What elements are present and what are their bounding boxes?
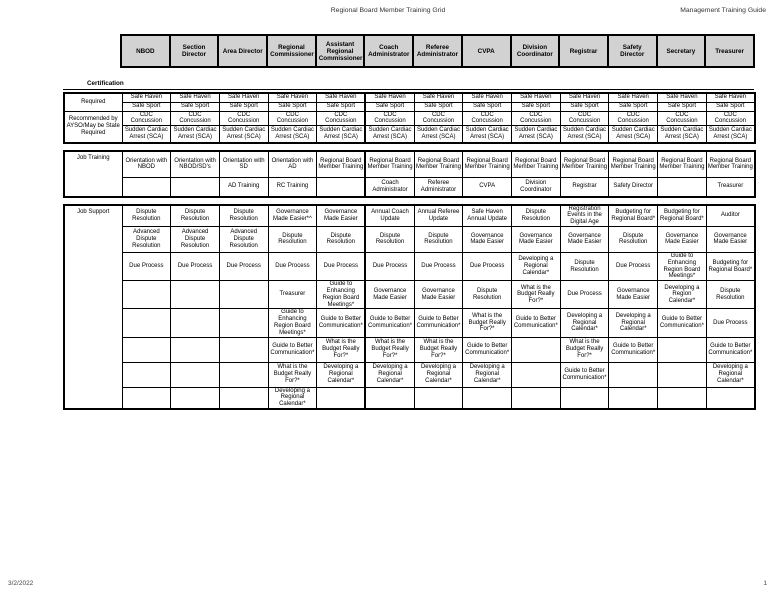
grid-cell: Orientation with SD bbox=[219, 151, 268, 178]
grid-cell: Governance Made Easier*^ bbox=[268, 205, 317, 227]
grid-cell: Safe Haven Annual Update bbox=[463, 205, 512, 227]
grid-cell: CDC Concussion bbox=[122, 111, 171, 126]
grid-cell: Dispute Resolution bbox=[560, 252, 609, 280]
job-support-table bbox=[63, 204, 756, 410]
grid-cell: Developing a Regional Calendar* bbox=[414, 362, 463, 387]
grid-cell: Advanced Dispute Resolution bbox=[171, 226, 220, 252]
grid-cell: Annual Referee Update bbox=[414, 205, 463, 227]
grid-cell: Governance Made Easier bbox=[463, 226, 512, 252]
grid-cell: What is the Budget Really For?* bbox=[512, 281, 561, 309]
grid-cell: Safe Haven bbox=[512, 93, 561, 102]
document-title: Regional Board Member Training Grid bbox=[330, 7, 446, 14]
grid-cell bbox=[658, 362, 707, 387]
grid-cell: Dispute Resolution bbox=[268, 226, 317, 252]
grid-cell bbox=[658, 337, 707, 362]
grid-cell: Due Process bbox=[365, 252, 414, 280]
grid-cell bbox=[171, 387, 220, 409]
grid-cell bbox=[122, 337, 171, 362]
grid-cell: Advanced Dispute Resolution bbox=[219, 226, 268, 252]
grid-cell: Due Process bbox=[171, 252, 220, 280]
grid-cell: Regional Board Member Training bbox=[512, 151, 561, 178]
grid-cell: Sudden Cardiac Arrest (SCA) bbox=[658, 126, 707, 143]
grid-cell: Due Process bbox=[268, 252, 317, 280]
grid-cell: Developing a Regional Calendar* bbox=[512, 252, 561, 280]
column-header: Treasurer bbox=[705, 35, 754, 67]
grid-cell: Sudden Cardiac Arrest (SCA) bbox=[171, 126, 220, 143]
grid-cell: Safe Sport bbox=[268, 102, 317, 111]
grid-cell: Guide to Enhancing Region Board Meetings* bbox=[268, 309, 317, 337]
grid-cell: Safe Sport bbox=[317, 102, 366, 111]
grid-cell: CDC Concussion bbox=[268, 111, 317, 126]
grid-cell: Due Process bbox=[463, 252, 512, 280]
grid-cell: Governance Made Easier bbox=[317, 205, 366, 227]
grid-cell: Sudden Cardiac Arrest (SCA) bbox=[365, 126, 414, 143]
grid-cell: Guide to Better Communication* bbox=[609, 337, 658, 362]
certification-table bbox=[63, 92, 756, 144]
grid-cell: Due Process bbox=[317, 252, 366, 280]
grid-cell: Sudden Cardiac Arrest (SCA) bbox=[122, 126, 171, 143]
training-grid bbox=[63, 34, 754, 410]
grid-cell: Safe Sport bbox=[414, 102, 463, 111]
grid-cell bbox=[219, 309, 268, 337]
grid-cell: Sudden Cardiac Arrest (SCA) bbox=[219, 126, 268, 143]
grid-cell bbox=[609, 387, 658, 409]
column-header: Coach Administrator bbox=[364, 35, 413, 67]
footer-page-number: 1 bbox=[763, 580, 767, 587]
column-header-row bbox=[63, 34, 755, 68]
grid-cell: Guide to Better Communication* bbox=[463, 337, 512, 362]
grid-cell bbox=[122, 309, 171, 337]
grid-cell: What is the Budget Really For?* bbox=[365, 337, 414, 362]
grid-cell: Safe Haven bbox=[268, 93, 317, 102]
grid-cell: Safe Haven bbox=[560, 93, 609, 102]
grid-cell: Regional Board Member Training bbox=[414, 151, 463, 178]
grid-cell: Regional Board Member Training bbox=[365, 151, 414, 178]
grid-cell: Safe Haven bbox=[171, 93, 220, 102]
grid-cell: Safe Sport bbox=[122, 102, 171, 111]
grid-cell: CDC Concussion bbox=[706, 111, 755, 126]
grid-cell: Safe Haven bbox=[365, 93, 414, 102]
grid-cell: Sudden Cardiac Arrest (SCA) bbox=[706, 126, 755, 143]
grid-cell: CDC Concussion bbox=[609, 111, 658, 126]
grid-cell: Safe Sport bbox=[560, 102, 609, 111]
column-header: Area Director bbox=[218, 35, 267, 67]
grid-cell: What is the Budget Really For?* bbox=[463, 309, 512, 337]
grid-cell: CDC Concussion bbox=[219, 111, 268, 126]
grid-cell: Safe Sport bbox=[706, 102, 755, 111]
grid-cell bbox=[219, 281, 268, 309]
grid-cell: Budgeting for Regional Board* bbox=[706, 252, 755, 280]
grid-cell: Dispute Resolution bbox=[219, 205, 268, 227]
row-group-label: Required bbox=[64, 93, 122, 111]
grid-cell bbox=[706, 387, 755, 409]
grid-cell: Orientation with NBOD/SD's bbox=[171, 151, 220, 178]
grid-cell: Governance Made Easier bbox=[706, 226, 755, 252]
grid-cell bbox=[171, 309, 220, 337]
row-group-label: Recommended by AYSO/May be State Required bbox=[64, 111, 122, 143]
row-group-label: Job Support bbox=[64, 205, 122, 409]
grid-cell: Safe Sport bbox=[609, 102, 658, 111]
grid-cell bbox=[171, 178, 220, 197]
grid-cell: AD Training bbox=[219, 178, 268, 197]
grid-cell bbox=[219, 387, 268, 409]
grid-cell: Dispute Resolution bbox=[414, 226, 463, 252]
grid-cell: Regional Board Member Training bbox=[317, 151, 366, 178]
grid-cell: Developing a Regional Calendar* bbox=[560, 309, 609, 337]
grid-cell: Developing a Regional Calendar* bbox=[317, 362, 366, 387]
grid-cell: Due Process bbox=[219, 252, 268, 280]
grid-cell: Developing a Regional Calendar* bbox=[365, 362, 414, 387]
grid-cell: Safe Haven bbox=[463, 93, 512, 102]
grid-cell: Auditor bbox=[706, 205, 755, 227]
grid-cell bbox=[658, 178, 707, 197]
job-training-table bbox=[63, 150, 756, 198]
grid-cell: Developing a Regional Calendar* bbox=[463, 362, 512, 387]
grid-cell: Governance Made Easier bbox=[512, 226, 561, 252]
grid-cell: Advanced Dispute Resolution bbox=[122, 226, 171, 252]
grid-cell: Budgeting for Regional Board* bbox=[609, 205, 658, 227]
grid-cell: CDC Concussion bbox=[365, 111, 414, 126]
column-header: Secretary bbox=[657, 35, 706, 67]
grid-cell: Orientation with NBOD bbox=[122, 151, 171, 178]
grid-cell: Guide to Better Communication* bbox=[317, 309, 366, 337]
column-header: Section Director bbox=[170, 35, 219, 67]
grid-cell bbox=[512, 362, 561, 387]
grid-cell: Dispute Resolution bbox=[463, 281, 512, 309]
grid-cell: Annual Coach Update bbox=[365, 205, 414, 227]
grid-cell: RC Training bbox=[268, 178, 317, 197]
grid-cell: Treasurer bbox=[706, 178, 755, 197]
grid-cell: Dispute Resolution bbox=[609, 226, 658, 252]
grid-cell: Dispute Resolution bbox=[122, 205, 171, 227]
grid-cell: Sudden Cardiac Arrest (SCA) bbox=[317, 126, 366, 143]
grid-cell: Dispute Resolution bbox=[317, 226, 366, 252]
grid-cell bbox=[658, 387, 707, 409]
grid-cell: Due Process bbox=[609, 252, 658, 280]
grid-cell bbox=[171, 362, 220, 387]
grid-cell bbox=[219, 337, 268, 362]
grid-cell: Guide to Better Communication* bbox=[414, 309, 463, 337]
grid-cell: Regional Board Member Training bbox=[463, 151, 512, 178]
column-header: Referee Administrator bbox=[413, 35, 462, 67]
grid-cell bbox=[365, 387, 414, 409]
grid-cell: Due Process bbox=[560, 281, 609, 309]
grid-cell: Guide to Better Communication* bbox=[706, 337, 755, 362]
grid-cell: Sudden Cardiac Arrest (SCA) bbox=[512, 126, 561, 143]
column-header: Division Coordinator bbox=[511, 35, 560, 67]
grid-cell: CVPA bbox=[463, 178, 512, 197]
grid-cell: Guide to Better Communication* bbox=[268, 337, 317, 362]
grid-cell: Sudden Cardiac Arrest (SCA) bbox=[560, 126, 609, 143]
grid-cell: CDC Concussion bbox=[512, 111, 561, 126]
grid-cell: Safe Haven bbox=[122, 93, 171, 102]
grid-cell: Registrar bbox=[560, 178, 609, 197]
grid-cell bbox=[512, 387, 561, 409]
grid-cell: Referee Administrator bbox=[414, 178, 463, 197]
grid-cell bbox=[219, 362, 268, 387]
grid-cell: Sudden Cardiac Arrest (SCA) bbox=[463, 126, 512, 143]
grid-cell: Governance Made Easier bbox=[560, 226, 609, 252]
grid-cell: Sudden Cardiac Arrest (SCA) bbox=[609, 126, 658, 143]
grid-cell: Guide to Enhancing Region Board Meetings* bbox=[317, 281, 366, 309]
grid-cell bbox=[122, 362, 171, 387]
grid-cell bbox=[512, 337, 561, 362]
grid-cell bbox=[317, 178, 366, 197]
grid-cell: Safety Director bbox=[609, 178, 658, 197]
grid-cell: Sudden Cardiac Arrest (SCA) bbox=[414, 126, 463, 143]
grid-cell: Dispute Resolution bbox=[365, 226, 414, 252]
grid-cell bbox=[122, 281, 171, 309]
grid-cell bbox=[609, 362, 658, 387]
header-spacer bbox=[63, 35, 121, 67]
grid-cell: Developing a Regional Calendar* bbox=[706, 362, 755, 387]
grid-cell: What is the Budget Really For?* bbox=[560, 337, 609, 362]
grid-cell: CDC Concussion bbox=[171, 111, 220, 126]
grid-cell: Governance Made Easier bbox=[365, 281, 414, 309]
grid-cell: Safe Sport bbox=[219, 102, 268, 111]
grid-cell bbox=[414, 387, 463, 409]
grid-cell: Dispute Resolution bbox=[706, 281, 755, 309]
grid-cell: Treasurer bbox=[268, 281, 317, 309]
grid-cell bbox=[317, 387, 366, 409]
grid-cell: CDC Concussion bbox=[317, 111, 366, 126]
grid-cell: Guide to Better Communication* bbox=[512, 309, 561, 337]
grid-cell: CDC Concussion bbox=[414, 111, 463, 126]
grid-cell: Safe Haven bbox=[609, 93, 658, 102]
grid-cell bbox=[463, 387, 512, 409]
grid-cell: Guide to Enhancing Region Board Meetings* bbox=[658, 252, 707, 280]
grid-cell: Guide to Better Communication* bbox=[560, 362, 609, 387]
grid-cell bbox=[171, 281, 220, 309]
column-header: Assistant Regional Commissioner bbox=[316, 35, 365, 67]
certification-section-title: Certification bbox=[63, 80, 754, 90]
grid-cell: Division Coordinator bbox=[512, 178, 561, 197]
grid-cell bbox=[122, 178, 171, 197]
grid-cell: Safe Sport bbox=[658, 102, 707, 111]
grid-cell: What is the Budget Really For?* bbox=[414, 337, 463, 362]
grid-cell: CDC Concussion bbox=[658, 111, 707, 126]
grid-cell: Safe Haven bbox=[317, 93, 366, 102]
grid-cell bbox=[560, 387, 609, 409]
grid-cell: Registration Events in the Digital Age bbox=[560, 205, 609, 227]
grid-cell: Developing a Region Calendar* bbox=[658, 281, 707, 309]
grid-cell: Safe Haven bbox=[414, 93, 463, 102]
grid-cell: Safe Sport bbox=[171, 102, 220, 111]
grid-cell: Dispute Resolution bbox=[512, 205, 561, 227]
grid-cell: Regional Board Member Training bbox=[560, 151, 609, 178]
grid-cell bbox=[171, 337, 220, 362]
grid-cell: Due Process bbox=[122, 252, 171, 280]
grid-cell: Regional Board Member Training bbox=[658, 151, 707, 178]
column-header: Regional Commissioner bbox=[267, 35, 316, 67]
grid-cell: Regional Board Member Training bbox=[609, 151, 658, 178]
grid-cell: Regional Board Member Training bbox=[706, 151, 755, 178]
grid-cell: Dispute Resolution bbox=[171, 205, 220, 227]
grid-cell: Budgeting for Regional Board* bbox=[658, 205, 707, 227]
document-subtitle: Management Training Guide bbox=[680, 7, 766, 14]
grid-cell: What is the Budget Really For?* bbox=[268, 362, 317, 387]
grid-cell: Coach Administrator bbox=[365, 178, 414, 197]
grid-cell: CDC Concussion bbox=[463, 111, 512, 126]
grid-cell: Governance Made Easier bbox=[658, 226, 707, 252]
column-header: Safety Director bbox=[608, 35, 657, 67]
grid-cell: Safe Sport bbox=[365, 102, 414, 111]
grid-cell: Due Process bbox=[414, 252, 463, 280]
column-header: NBOD bbox=[121, 35, 170, 67]
grid-cell: CDC Concussion bbox=[560, 111, 609, 126]
grid-cell: Developing a Regional Calendar* bbox=[268, 387, 317, 409]
grid-cell: Developing a Regional Calendar* bbox=[609, 309, 658, 337]
grid-cell: What is the Budget Really For?* bbox=[317, 337, 366, 362]
grid-cell: Safe Haven bbox=[219, 93, 268, 102]
grid-cell: Orientation with AD bbox=[268, 151, 317, 178]
row-group-label: Job Training bbox=[64, 151, 122, 197]
grid-cell: Guide to Better Communication* bbox=[365, 309, 414, 337]
grid-cell: Safe Haven bbox=[706, 93, 755, 102]
grid-cell: Governance Made Easier bbox=[414, 281, 463, 309]
grid-cell: Due Process bbox=[706, 309, 755, 337]
grid-cell: Safe Haven bbox=[658, 93, 707, 102]
grid-cell: Safe Sport bbox=[512, 102, 561, 111]
grid-cell: Sudden Cardiac Arrest (SCA) bbox=[268, 126, 317, 143]
grid-cell: Safe Sport bbox=[463, 102, 512, 111]
column-header: Registrar bbox=[559, 35, 608, 67]
grid-cell: Governance Made Easier bbox=[609, 281, 658, 309]
grid-cell: Guide to Better Communication* bbox=[658, 309, 707, 337]
grid-cell bbox=[122, 387, 171, 409]
footer-date: 3/2/2022 bbox=[8, 580, 34, 587]
column-header: CVPA bbox=[462, 35, 511, 67]
